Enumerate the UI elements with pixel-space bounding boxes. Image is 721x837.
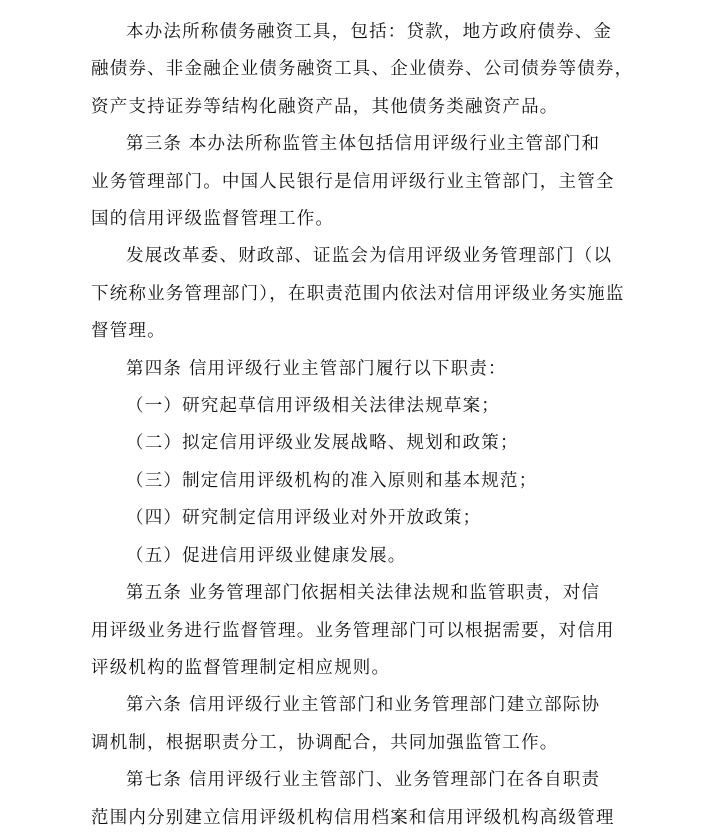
text-line: （二）拟定信用评级业发展战略、规划和政策； [126, 433, 519, 454]
text-line: 发展改革委、财政部、证监会为信用评级业务管理部门（以 [126, 246, 613, 267]
text-line: 评级机构的监督管理制定相应规则。 [91, 657, 391, 678]
text-line: （四）研究制定信用评级业对外开放政策； [126, 508, 482, 529]
list-item-2 [91, 425, 637, 462]
paragraph-business-departments [91, 238, 637, 350]
text-line: 本办法所称债务融资工具，包括：贷款，地方政府债券、金 [126, 22, 613, 42]
paragraph-article-5 [91, 575, 637, 687]
list-item-1 [91, 388, 637, 425]
text-line: 第四条 信用评级行业主管部门履行以下职责： [126, 358, 507, 379]
paragraph-article-3 [91, 126, 637, 238]
text-line: 业务管理部门。中国人民银行是信用评级行业主管部门，主管全 [91, 171, 615, 192]
text-line: 资产支持证券等结构化融资产品，其他债务类融资产品。 [91, 96, 559, 117]
text-line: 下统称业务管理部门），在职责范围内依法对信用评级业务实施监 [91, 283, 625, 304]
text-line: 第三条 本办法所称监管主体包括信用评级行业主管部门和 [126, 134, 601, 155]
text-line: 调机制，根据职责分工，协调配合，共同加强监管工作。 [91, 732, 559, 753]
text-line: 第六条 信用评级行业主管部门和业务管理部门建立部际协 [126, 695, 601, 716]
text-line: 第七条 信用评级行业主管部门、业务管理部门在各自职责 [126, 770, 601, 791]
text-line: 督管理。 [91, 321, 166, 342]
paragraph-debt-instruments [91, 14, 637, 126]
list-item-4 [91, 500, 637, 537]
text-line: 用评级业务进行监督管理。业务管理部门可以根据需要，对信用 [91, 620, 615, 641]
list-item-3 [91, 463, 637, 500]
paragraph-article-4 [91, 351, 637, 388]
text-line: （三）制定信用评级机构的准入原则和基本规范； [126, 470, 538, 491]
paragraph-article-7 [91, 762, 637, 837]
list-item-5 [91, 538, 637, 575]
paragraph-article-6 [91, 687, 637, 762]
regulation-text [91, 14, 637, 837]
text-line: 范围内分别建立信用评级机构信用档案和信用评级机构高级管理 [91, 807, 615, 828]
text-line: 国的信用评级监督管理工作。 [91, 209, 335, 230]
text-line: （五）促进信用评级业健康发展。 [126, 545, 407, 566]
text-line: 融债券、非金融企业债务融资工具、企业债券、公司债券等债券， [91, 59, 634, 80]
text-line: 第五条 业务管理部门依据相关法律法规和监管职责，对信 [126, 583, 601, 604]
text-line: （一）研究起草信用评级相关法律法规草案； [126, 396, 500, 417]
